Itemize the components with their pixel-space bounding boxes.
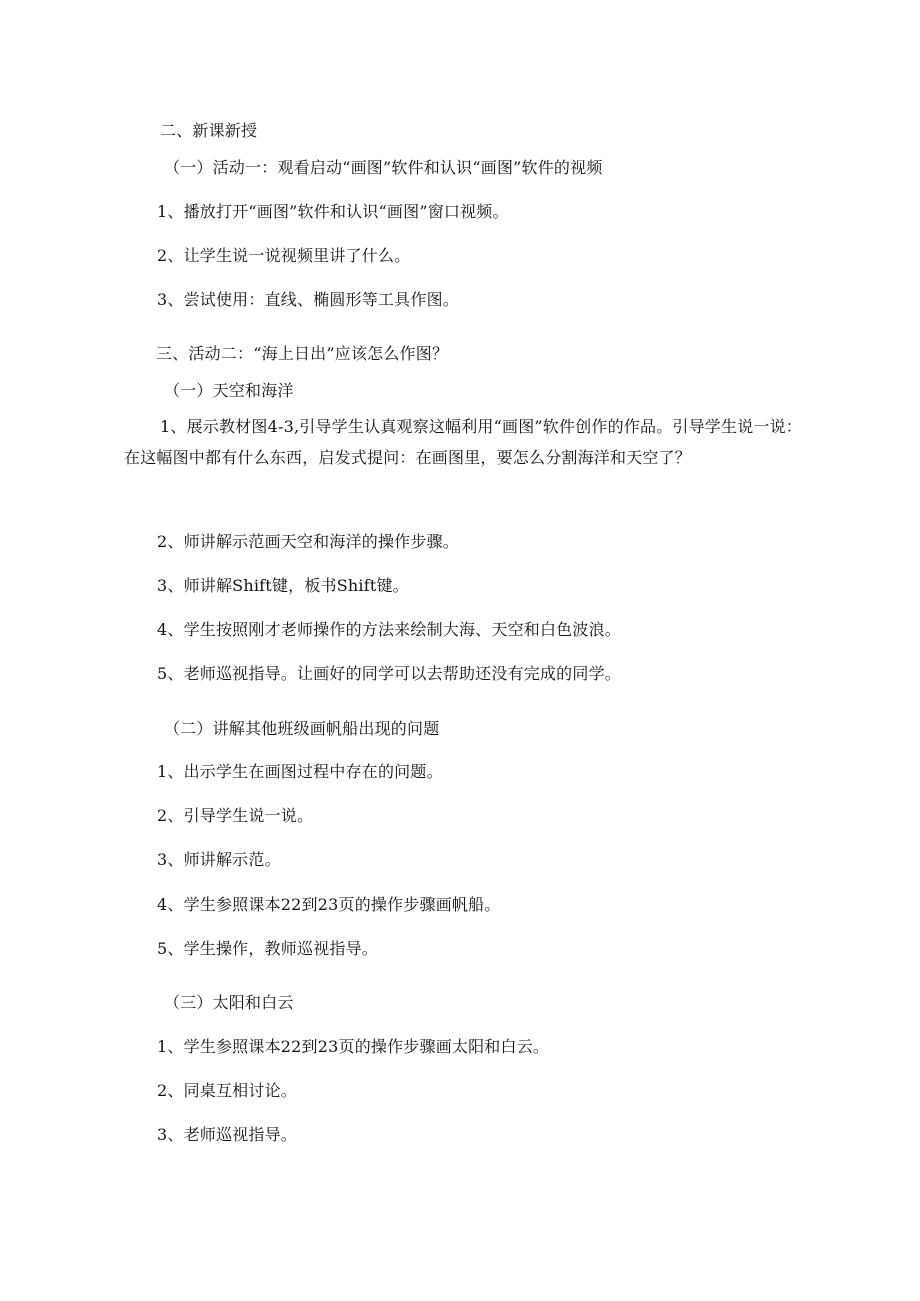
sub-section-one-item-2: 2、师讲解示范画天空和海洋的操作步骤。 xyxy=(157,532,459,551)
activity-one-item-3: 3、尝试使用：直线、椭圆形等工具作图。 xyxy=(157,290,459,309)
sub-section-three-item-3: 3、老师巡视指导。 xyxy=(157,1125,297,1144)
sub-section-two-item-2: 2、引导学生说一说。 xyxy=(157,806,314,825)
sub-section-two-title: （二）讲解其他班级画帆船出现的问题 xyxy=(164,719,440,738)
sub-section-one-title: （一）天空和海洋 xyxy=(164,381,294,400)
section-three-title: 三、活动二：“海上日出”应该怎么作图？ xyxy=(156,344,449,363)
activity-one-title: （一）活动一：观看启动“画图”软件和认识“画图”软件的视频 xyxy=(164,158,603,177)
sub-section-three-title: （三）太阳和白云 xyxy=(164,993,294,1012)
sub-section-one-item-3: 3、师讲解Shift键，板书Shift键。 xyxy=(157,576,409,595)
sub-section-three-item-2: 2、同桌互相讨论。 xyxy=(157,1081,297,1100)
sub-section-one-item-5: 5、老师巡视指导。让画好的同学可以去帮助还没有完成的同学。 xyxy=(157,664,621,683)
activity-one-item-1: 1、播放打开“画图”软件和认识“画图”窗口视频。 xyxy=(157,202,509,221)
sub-section-one-item-4: 4、学生按照刚才老师操作的方法来绘制大海、天空和白色波浪。 xyxy=(157,620,621,639)
activity-one-item-2: 2、让学生说一说视频里讲了什么。 xyxy=(157,246,411,265)
sub-section-one-item-1: 1、展示教材图4-3,引导学生认真观察这幅利用“画图”软件创作的作品。引导学生说一说：在这幅图中都有什么东西，启发式提问：在画图里，要怎么分割海洋和天空了？ xyxy=(124,417,802,467)
sub-section-three-item-1: 1、学生参照课本22到23页的操作步骤画太阳和白云。 xyxy=(157,1037,550,1056)
sub-section-two-item-1: 1、出示学生在画图过程中存在的问题。 xyxy=(157,762,443,781)
section-two-title: 二、新课新授 xyxy=(160,121,258,140)
sub-section-two-item-3: 3、师讲解示范。 xyxy=(157,850,281,869)
sub-section-two-item-5: 5、学生操作，教师巡视指导。 xyxy=(157,939,378,958)
sub-section-two-item-4: 4、学生参照课本22到23页的操作步骤画帆船。 xyxy=(157,895,501,914)
